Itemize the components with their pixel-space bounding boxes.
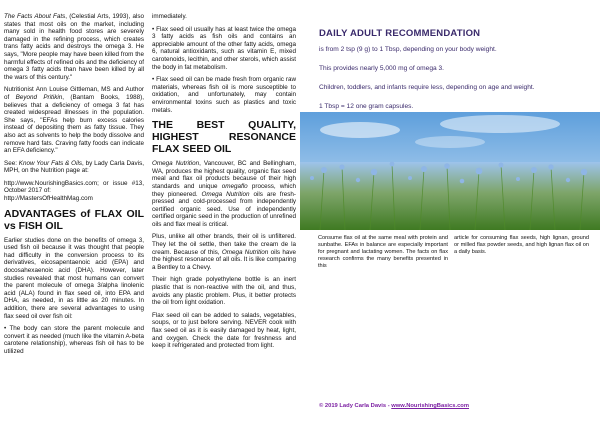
bullet-twice-omega3: • Flax seed oil usually has at least twice the omega 3 fatty acids as fish oils and contains an appreciable amount of the other fatty acids, omega 6, natural antioxidants, such as vitamin E, mixed carotenoids, lecithin, and other sterols, which assist the body in fat metabolism. bbox=[152, 25, 296, 71]
paragraph-bottle: Their high grade polyethylene bottle is an inert plastic that is non-reactive with the oil, and thus, avoids any plastic problem. Plus, it better protects the oil from light oxidation. bbox=[152, 276, 296, 307]
link-nourishing-basics[interactable]: http://www.NourishingBasics.com; or issue #13, October 2017 of: bbox=[4, 179, 144, 195]
recommendation-children: Children, toddlers, and infants require less, depending on age and weight. bbox=[319, 84, 535, 91]
brand-name: Omega Nutrition bbox=[221, 248, 269, 256]
brand-name: Omega Nutrition bbox=[201, 190, 250, 198]
paragraph-gittleman bbox=[4, 86, 144, 154]
recommendation-heading: DAILY ADULT RECOMMENDATION bbox=[319, 28, 481, 39]
paragraph-earlier-studies: Earlier studies done on the benefits of omega 3, used fish oil because it was thought that people had difficulty in the conversion process to its derivatives, eicosapentaenoic acid (EPA) and docosahexaenoic acid (DHA). However, later studies revealed that most humans can convert the parent molecule of omega 3/alpha linolenic acid (ALA) found in flax seed oil, into EPA and DHA, as needed, in as little as 20 minutes. In addition, there are several advantages to using flax seed oil over fish oil: bbox=[4, 236, 144, 320]
paragraph-unfiltered bbox=[152, 233, 296, 271]
process-name: omegaflo bbox=[221, 182, 248, 190]
footer-benefits: article for consuming flax seeds, high lignan, ground or milled flax powder seeds, and high lignan flax oil on a daily basis. bbox=[454, 235, 589, 255]
paragraph-text: , (Bantam Books, 1988), believes that a deficiency of omega 3 fat has created widespread illnesses in the population. She says, "EFAs help burn excess calories instead of depositing them as fatty tissue. They also act as solvents to help the body dissolve and remove hard fats. Craving fatty foods can indicate an EFA deficiency." bbox=[4, 93, 144, 155]
paragraph-text: See: bbox=[4, 159, 19, 167]
bullet-made-fresh: • Flax seed oil can be made fresh from organic raw materials, whereas fish oil is more susceptible to oxidation, and unfortunately, may contain environmental toxins such as plastics and toxic metals. bbox=[152, 76, 296, 114]
paragraph-omega-nutrition bbox=[152, 160, 296, 228]
paragraph-text: , by Lady Carla Davis, MPH, on the Nutrition page at: bbox=[4, 159, 144, 175]
paragraph-text: process, which they pioneered. bbox=[152, 182, 296, 198]
footer-consume: Consume flax oil at the same meal with protein and sunbathe. EFAs in balance are especially important for pregnant and lactating women. The facts on flax research confirms the many benefits presented in this bbox=[318, 235, 448, 269]
left-column bbox=[4, 13, 144, 361]
middle-column bbox=[152, 13, 296, 355]
recommendation-capsules: 1 Tbsp = 12 one gram capsules. bbox=[319, 103, 414, 110]
paragraph-text: , Vancouver, BC and Bellingham, WA, produces the highest quality, organic flax seed meal and flax oil products because of their high standards and unique bbox=[152, 160, 296, 190]
recommendation-mg: This provides nearly 5,000 mg of omega 3. bbox=[319, 65, 444, 72]
copyright-link[interactable]: www.NourishingBasics.com bbox=[391, 403, 470, 409]
copyright-text: © 2019 Lady Carla Davis - bbox=[319, 403, 392, 409]
paragraph-text: oils are fresh-pressed and cold-processed from independently certified organic seed. Use of independently certified organic seed in the production of unrefined oils and flax meal is critical. bbox=[152, 190, 296, 228]
paragraph-usage: Flax seed oil can be added to salads, vegetables, soups, or to just before serving. NEVER cook with flax seed oil as it is easily damaged by heat, light, and oxygen. Check the date for freshness and keep it refrigerated and protected from light. bbox=[152, 311, 296, 350]
flax-field-photo bbox=[300, 112, 600, 230]
paragraph-facts-about-fats bbox=[4, 13, 144, 81]
article-title: Know Your Fats & Oils bbox=[18, 159, 83, 167]
paragraph-text: , (Celestial Arts, 1993), also states that most oils on the market, including many sold in health food stores are severely damaged in the refining process, which creates trans fatty acids and destroys the omega 3. He says, "More people may have been killed from the harmful effects of refined oils and the deficiency of omega 3 fatty acids than have been killed by all the wars of this century." bbox=[4, 13, 144, 81]
link-masters-of-health[interactable]: http://MastersOfHealthMag.com bbox=[4, 195, 93, 203]
heading-best-quality: THE BEST QUALITY, HIGHEST RESONANCE FLAX SEED OIL bbox=[152, 119, 296, 156]
paragraph-text: Plus, unlike all other brands, their oil is unfiltered. They let the oil settle, then take the cream de la cream. Because of this, bbox=[152, 233, 296, 256]
paragraph-text: oils have the highest resonance of all oils. It is like comparing a Bentley to a Chevy. bbox=[152, 248, 296, 271]
heading-flax-vs-fish: ADVANTAGES of FLAX OIL vs FISH OIL bbox=[4, 207, 144, 232]
recommendation-panel bbox=[300, 0, 600, 112]
brand-name: Omega Nutrition bbox=[152, 160, 200, 168]
flax-field-illustration bbox=[300, 112, 600, 230]
bullet-store-parent-molecule: • The body can store the parent molecule and convert it as needed (much like the vitamin A-beta carotene relationship), whereas fish oil has to be utilized bbox=[4, 325, 144, 355]
paragraph-text: Nutritionist Ann Louise Gittleman, MS and Author of bbox=[4, 86, 144, 101]
paragraph-immediately: immediately. bbox=[152, 13, 187, 20]
paragraph-see-also bbox=[4, 160, 144, 175]
book-title: Beyond Pritikin bbox=[15, 93, 63, 101]
copyright-line bbox=[319, 403, 469, 409]
recommendation-dose: is from 2 tsp (9 g) to 1 Tbsp, depending on your body weight. bbox=[319, 46, 497, 53]
book-title: The Facts About Fats bbox=[4, 13, 66, 20]
